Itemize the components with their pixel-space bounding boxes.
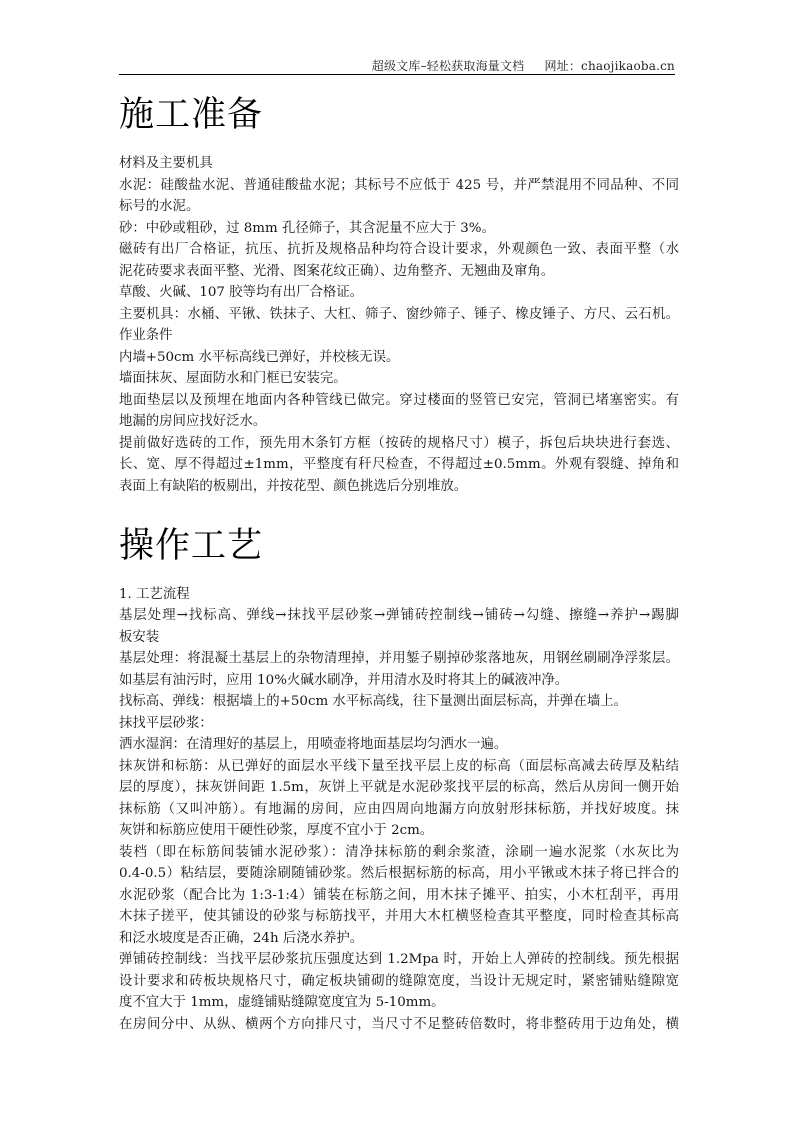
paragraph-line: 装档（即在标筋间装铺水泥砂浆）：清净抹标筋的剩余浆渣，涂刷一遍水泥浆（水灰比为 bbox=[119, 845, 679, 860]
paragraph-line: 地面垫层以及预埋在地面内各种管线已做完。穿过楼面的竖管已安完，管洞已堵塞密实。有 bbox=[119, 393, 679, 408]
paragraph-line: 内墙+50cm 水平标高线已弹好，并校核无误。 bbox=[119, 350, 400, 365]
paragraph-line: 提前做好选砖的工作，预先用木条钉方框（按砖的规格尺寸）模子，拆包后块块进行套选、 bbox=[119, 436, 679, 451]
header-site-text bbox=[372, 57, 675, 74]
paragraph-line: 地漏的房间应找好泛水。 bbox=[119, 414, 267, 429]
paragraph-line: 作业条件 bbox=[119, 328, 173, 343]
paragraph-line: 砂：中砂或粗砂，过 8mm 孔径筛子，其含泥量不应大于 3%。 bbox=[119, 221, 495, 236]
header-site-name: 超级文库–轻松获取海量文档 bbox=[371, 59, 525, 73]
paragraph-line: 磁砖有出厂合格证，抗压、抗折及规格品种均符合设计要求，外观颜色一致、表面平整（水 bbox=[119, 242, 679, 257]
paragraph-line: 抹标筋（又叫冲筋）。有地漏的房间，应由四周向地漏方向放射形抹标筋，并找好坡度。抹 bbox=[119, 802, 679, 817]
paragraph-line: 抹找平层砂浆： bbox=[119, 716, 213, 731]
paragraph-line: 标号的水泥。 bbox=[119, 199, 200, 214]
paragraph-line: 抹灰饼和标筋：从已弹好的面层水平线下量至找平层上皮的标高（面层标高减去砖厚及粘结 bbox=[119, 759, 679, 774]
paragraph-line: 洒水湿润：在清理好的基层上，用喷壶将地面基层均匀洒水一遍。 bbox=[119, 737, 508, 752]
paragraph-line: 泥花砖要求表面平整、光滑、图案花纹正确）、边角整齐、无翘曲及窜角。 bbox=[119, 264, 555, 279]
header-url[interactable]: 网址：chaojikaoba.cn bbox=[544, 59, 675, 73]
paragraph-line: 0.4-0.5）粘结层，要随涂刷随铺砂浆。然后根据标筋的标高，用小平锹或木抹子将已拌合的 bbox=[119, 866, 679, 881]
paragraph-line: 水泥：硅酸盐水泥、普通硅酸盐水泥；其标号不应低于 425 号，并严禁混用不同品种、不同 bbox=[119, 178, 679, 193]
paragraph-line: 水泥砂浆（配合比为 1:3-1:4）铺装在标筋之间，用木抹子摊平、拍实，小木杠刮平，再用 bbox=[119, 888, 679, 903]
paragraph-line: 和泛水坡度是否正确，24h 后浇水养护。 bbox=[119, 931, 364, 946]
paragraph-line: 墙面抹灰、屋面防水和门框已安装完。 bbox=[119, 371, 347, 386]
paragraph-line: 主要机具：水桶、平锹、铁抹子、大杠、筛子、窗纱筛子、锤子、橡皮锤子、方尺、云石机。 bbox=[119, 307, 679, 322]
paragraph-line: 找标高、弹线：根据墙上的+50cm 水平标高线，往下量测出面层标高，并弹在墙上。 bbox=[119, 694, 627, 709]
paragraph-line: 设计要求和砖板块规格尺寸，确定板块铺砌的缝隙宽度，当设计无规定时，紧密铺贴缝隙宽 bbox=[119, 974, 679, 989]
paragraph-line: 基层处理：将混凝土基层上的杂物清理掉，并用錾子剔掉砂浆落地灰，用钢丝刷刷净浮浆层。 bbox=[119, 651, 679, 666]
paragraph-line: 木抹子搓平，使其铺设的砂浆与标筋找平，并用大木杠横竖检查其平整度，同时检查其标高 bbox=[119, 909, 679, 924]
section-title-operation: 操作工艺 bbox=[119, 526, 264, 566]
paragraph-line: 灰饼和标筋应使用干硬性砂浆，厚度不宜小于 2cm。 bbox=[119, 823, 434, 838]
paragraph-line: 材料及主要机具 bbox=[119, 156, 213, 171]
paragraph-line: 层的厚度），抹灰饼间距 1.5m，灰饼上平就是水泥砂浆找平层的标高，然后从房间一侧开始 bbox=[119, 780, 679, 795]
paragraph-line: 草酸、火碱、107 胶等均有出厂合格证。 bbox=[119, 285, 364, 300]
paragraph-line: 在房间分中、从纵、横两个方向排尺寸，当尺寸不足整砖倍数时，将非整砖用于边角处，横 bbox=[119, 1017, 679, 1032]
paragraph-line: 弹铺砖控制线：当找平层砂浆抗压强度达到 1.2Mpa 时，开始上人弹砖的控制线。预先根据 bbox=[119, 952, 679, 967]
paragraph-line: 如基层有油污时，应用 10%火碱水刷净，并用清水及时将其上的碱液冲净。 bbox=[119, 673, 569, 688]
header-divider bbox=[119, 74, 675, 75]
paragraph-line: 1. 工艺流程 bbox=[119, 587, 190, 602]
paragraph-line: 长、宽、厚不得超过±1mm，平整度有秆尺检查，不得超过±0.5mm。外观有裂缝、掉角和 bbox=[119, 457, 679, 472]
section-title-preparation: 施工准备 bbox=[119, 95, 264, 135]
paragraph-line: 板安装 bbox=[119, 630, 160, 645]
paragraph-line: 基层处理→找标高、弹线→抹找平层砂浆→弹铺砖控制线→铺砖→勾缝、擦缝→养护→踢脚 bbox=[119, 608, 679, 623]
paragraph-line: 度不宜大于 1mm，虚缝铺贴缝隙宽度宜为 5-10mm。 bbox=[119, 995, 445, 1010]
paragraph-line: 表面上有缺陷的板剔出，并按花型、颜色挑选后分别堆放。 bbox=[119, 479, 468, 494]
